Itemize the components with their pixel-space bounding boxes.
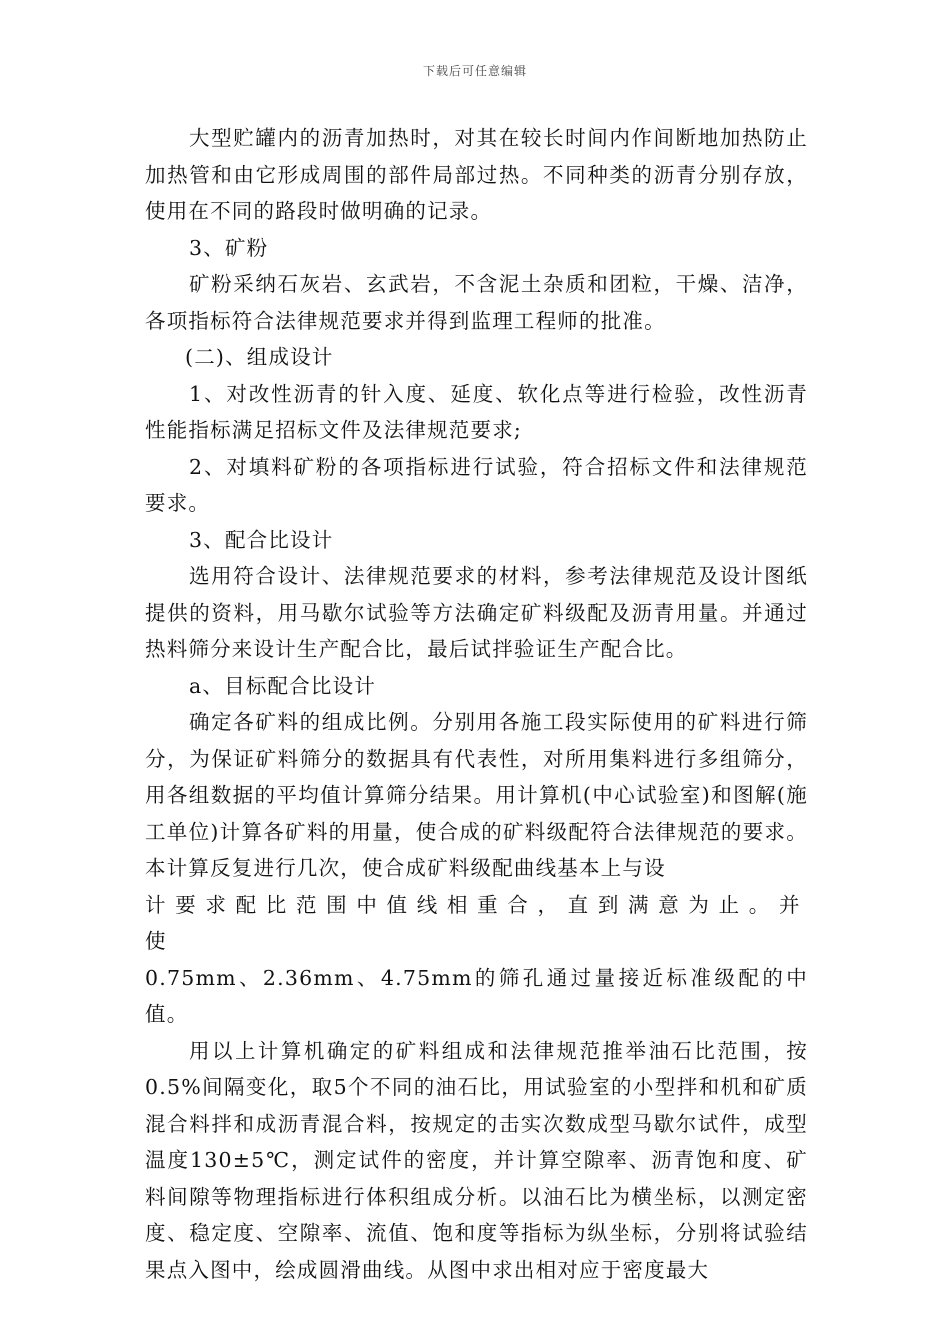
heading-target-mix-design: a、目标配合比设计: [189, 673, 377, 698]
paragraph-mineral-powder: 矿粉采纳石灰岩、玄武岩，不含泥土杂质和团粒，干燥、洁净，各项指标符合法律规范要求并得到监理工程师的批准。: [145, 272, 808, 333]
heading-mineral-powder: 3、矿粉: [189, 235, 269, 260]
heading-composition-design: (二)、组成设计: [185, 345, 334, 369]
paragraph-mix-design: 选用符合设计、法律规范要求的材料，参考法律规范及设计图纸提供的资料，用马歇尔试验等方法确定矿料级配及沥青用量。并通过热料筛分来设计生产配合比，最后试拌验证生产配合比。: [145, 564, 808, 661]
header-note: 下载后可任意编辑: [422, 64, 527, 78]
document-body: [145, 120, 808, 1288]
paragraph-filler-test: 2、对填料矿粉的各项指标进行试验，符合招标文件和法律规范要求。: [145, 454, 808, 515]
heading-mix-design: 3、配合比设计: [189, 527, 334, 552]
paragraph-target-mix: 确定各矿料的组成比例。分别用各施工段实际使用的矿料进行筛分，为保证矿料筛分的数据具有代表性，对所用集料进行多组筛分，用各组数据的平均值计算筛分结果。用计算机(中心试验室)和图解(施工单位)计算各矿料的用量，使合成的矿料级配符合法律规范的要求。本计算反复进行几次，使合成矿料级配曲线基本上与设: [145, 710, 808, 880]
paragraph-modified-asphalt-test: 1、对改性沥青的针入度、延度、软化点等进行检验，改性沥青性能指标满足招标文件及法律规范要求;: [145, 381, 808, 442]
paragraph-target-mix-end: 0.75mm、2.36mm、4.75mm的筛孔通过量接近标准级配的中值。: [145, 965, 808, 1026]
paragraph-target-mix-wide-line: 计要求配比范围中值线相重合，直到满意为止。并使: [145, 892, 808, 953]
paragraph-marshall-test: 用以上计算机确定的矿料组成和法律规范推举油石比范围，按0.5%间隔变化，取5个不同的油石比，用试验室的小型拌和机和矿质混合料拌和成沥青混合料，按规定的击实次数成型马歇尔试件，成型温度130±5℃，测定试件的密度，并计算空隙率、沥青饱和度、矿料间隙等物理指标进行体积组成分析。以油石比为横坐标，以测定密度、稳定度、空隙率、流值、饱和度等指标为纵坐标，分别将试验结果点入图中，绘成圆滑曲线。从图中求出相对应于密度最大: [145, 1038, 808, 1282]
paragraph-asphalt-heating: 大型贮罐内的沥青加热时，对其在较长时间内作间断地加热防止加热管和由它形成周围的部件局部过热。不同种类的沥青分别存放，使用在不同的路段时做明确的记录。: [145, 126, 808, 223]
